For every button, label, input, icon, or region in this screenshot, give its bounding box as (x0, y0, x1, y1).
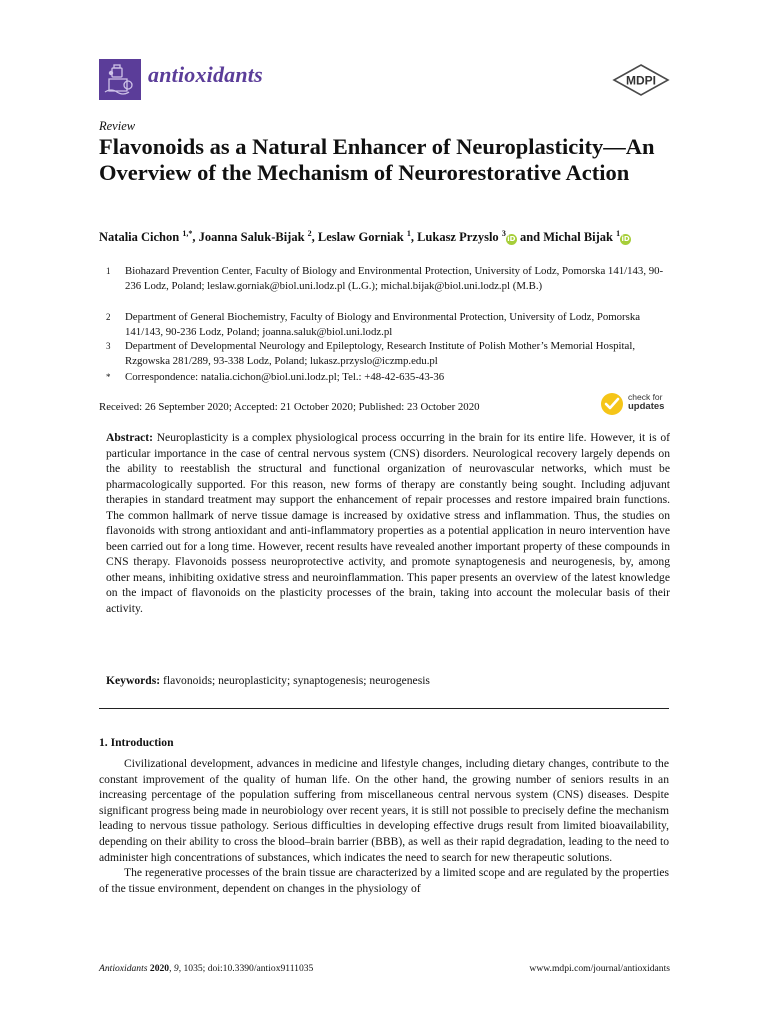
body-text (99, 756, 669, 896)
footer-journal: Antioxidants (99, 963, 148, 974)
svg-text:MDPI: MDPI (626, 73, 656, 88)
affiliation-text: Department of General Biochemistry, Faculty of Biology and Environmental Protection, University of Lodz, Pomorska 141/143, 90-236 Lodz, Poland; joanna.saluk@biol.uni.lodz.pl (125, 311, 641, 338)
author-affiliation-marker: 3 (501, 229, 506, 238)
orcid-icon[interactable]: iD (507, 235, 516, 244)
author-name: Leslaw Gorniak (317, 230, 404, 245)
abstract-label: Abstract: (106, 431, 154, 444)
affiliation-text: Department of Developmental Neurology and Epileptology, Research Institute of Polish Mother’s Memorial Hospital, Rzgowska 281/289, 93-338 Lodz, Poland; lukasz.przyslo@iczmp.edu.pl (125, 340, 636, 367)
keywords (106, 674, 670, 687)
footer-year: 2020 (149, 963, 170, 974)
check-updates-icon (600, 392, 624, 416)
footer-volume: 9 (173, 963, 179, 974)
check-updates-line1: check for (628, 392, 663, 402)
affiliation-number: 3 (106, 341, 111, 351)
author-list (99, 226, 659, 245)
affiliation-number: 1 (106, 266, 111, 276)
affiliation-number: * (106, 372, 111, 382)
paragraph: Civilizational development, advances in medicine and lifestyle changes, including dietary changes, contribute to the constant improvement of the quality of human life. On the other hand, the growing number of seniors results in an increasing percentage of the population suffering from miscellaneous central nervous system (CNS) diseases. Despite significant progress being made in neurobiology over recent years, it is still not possible to precisely define the mechanism leading to nervous tissue pathology. Serious difficulties in developing effective drugs result from limited bioavailability, depending on their ability to cross the blood–brain barrier (BBB), as well as their rapid degradation, leading to the need to administer high concentrations of substances, which indicates the need to search for new therapeutic solutions. (99, 757, 669, 864)
paper-title: Flavonoids as a Natural Enhancer of Neuroplasticity—An Overview of the Mechanism of Neurorestorative Action (99, 134, 655, 185)
affiliation-text: Biohazard Prevention Center, Faculty of Biology and Environmental Protection, University of Lodz, Pomorska 141/143, 90-236 Lodz, Poland; leslaw.gorniak@biol.uni.lodz.pl (L.G.); michal.bijak@biol.uni.lodz.pl (M.B.) (125, 265, 664, 292)
author-affiliation-marker: 1 (406, 229, 411, 238)
orcid-icon[interactable]: iD (621, 235, 630, 244)
section-heading: 1. Introduction (99, 736, 174, 749)
article-type: Review (99, 119, 136, 133)
keywords-text: flavonoids; neuroplasticity; synaptogenesis; neurogenesis (163, 674, 430, 687)
author-name: Michal Bijak (543, 230, 614, 245)
check-for-updates-button[interactable] (600, 391, 675, 419)
keywords-label: Keywords: (106, 674, 161, 687)
affiliation (99, 310, 674, 340)
footer-journal-url[interactable]: www.mdpi.com/journal/antioxidants (529, 963, 670, 974)
author-name: Natalia Cichon (99, 230, 180, 245)
affiliation (99, 339, 674, 369)
author-affiliation-marker: 1 (616, 229, 621, 238)
author-separator: , (311, 230, 318, 245)
affiliation (99, 264, 674, 294)
mdpi-logo (612, 64, 670, 96)
affiliation-number: 2 (106, 312, 111, 322)
affiliation-text: Correspondence: natalia.cichon@biol.uni.lodz.pl; Tel.: +48-42-635-43-36 (125, 371, 445, 383)
affiliation (99, 370, 674, 385)
footer-citation: Antioxidants 2020, 9, 1035; doi:10.3390/antiox9111035 (99, 963, 314, 974)
author-affiliation-marker: 2 (307, 229, 312, 238)
author-separator: , (410, 230, 418, 245)
author-name: Lukasz Przyslo (417, 230, 499, 245)
journal-name: antioxidants (148, 62, 263, 87)
check-updates-line2: updates (628, 401, 665, 412)
paragraph: The regenerative processes of the brain tissue are characterized by a limited scope and are regulated by the properties of the tissue environment, dependent on changes in the physiology of (99, 866, 669, 895)
abstract-text: Neuroplasticity is a complex physiological process occurring in the brain for its entire life. However, it is of particular importance in the case of central nervous system (CNS) disorders. Neurological recovery largely depends on the ability to reestablish the structural and functional organization of neurovascular networks, which must be pharmacologically supported. For this reason, new forms of therapy are constantly being sought. Including adjuvant therapies in standard treatment may support the enhancement of repair processes and restore impaired brain functions. The common hallmark of nerve tissue damage is increased by oxidative stress and inflammation. Thus, the studies on flavonoids with strong antioxidant and anti-inflammatory properties as a potential application in neuro intervention have been carried out for a long time. However, recent results have revealed another important property of these compounds in CNS therapy. Flavonoids possess neuroprotective activity, and promote synaptogenesis and neurogenesis, by, among other means, inhibiting oxidative stress and neuroinflammation. This paper presents an overview of the latest knowledge on the impact of flavonoids on the plasticity processes of the brain, taking into account the molecular basis of their activity. (106, 431, 670, 615)
journal-logo-icon (99, 59, 141, 100)
author-separator: and (516, 230, 544, 245)
author-separator: , (192, 230, 199, 245)
publication-dates: Received: 26 September 2020; Accepted: 21 October 2020; Published: 23 October 2020 (99, 401, 480, 413)
footer-doi: , 1035; doi:10.3390/antiox9111035 (178, 963, 314, 974)
divider (99, 708, 669, 709)
author-affiliation-marker: 1,* (182, 229, 193, 238)
abstract (106, 430, 670, 616)
author-name: Joanna Saluk-Bijak (198, 230, 305, 245)
